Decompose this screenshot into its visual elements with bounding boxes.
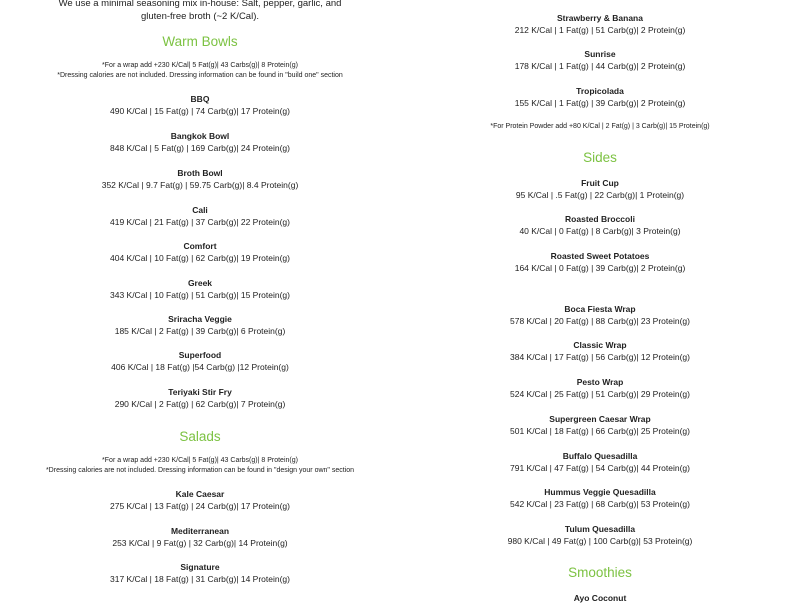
intro-text: We use a minimal seasoning mix in-house: Salt, pepper, garlic, and gluten-free broth (~2 K/Cal).	[58, 0, 342, 22]
menu-item-broth-bowl	[0, 167, 400, 191]
item-nutrition: 317 K/Cal | 18 Fat(g) | 31 Carb(g)| 14 Protein(g)	[109, 574, 290, 584]
menu-item-roasted-broccoli	[400, 213, 800, 237]
item-nutrition: 178 K/Cal | 1 Fat(g) | 44 Carb(g)| 2 Protein(g)	[514, 61, 686, 71]
salads-dressing-note: *Dressing calories are not included. Dressing information can be found in "design your own" section	[45, 467, 355, 474]
menu-item-sriracha-veggie	[0, 313, 400, 337]
item-name: Boca Fiesta Wrap	[564, 304, 636, 314]
menu-item-buffalo-quesadilla	[400, 450, 800, 474]
item-nutrition: 791 K/Cal | 47 Fat(g) | 54 Carb(g)| 44 Protein(g)	[509, 463, 690, 473]
item-nutrition: 275 K/Cal | 13 Fat(g) | 24 Carb(g)| 17 Protein(g)	[109, 501, 290, 511]
item-nutrition: 406 K/Cal | 18 Fat(g) |54 Carb(g) |12 Protein(g)	[111, 362, 289, 372]
item-nutrition: 164 K/Cal | 0 Fat(g) | 39 Carb(g)| 2 Protein(g)	[514, 263, 686, 273]
item-nutrition: 352 K/Cal | 9.7 Fat(g) | 59.75 Carb(g)| 8.4 Protein(g)	[101, 180, 299, 190]
menu-item-comfort	[0, 240, 400, 264]
menu-item-cali	[0, 204, 400, 228]
menu-item-boca-fiesta-wrap	[400, 303, 800, 327]
item-name: Signature	[180, 562, 220, 572]
menu-item-greek	[0, 277, 400, 301]
item-nutrition: 490 K/Cal | 15 Fat(g) | 74 Carb(g)| 17 Protein(g)	[109, 106, 290, 116]
menu-item-pesto-wrap	[400, 376, 800, 400]
warm-bowls-title: Warm Bowls	[162, 34, 238, 49]
menu-item-classic-wrap	[400, 339, 800, 363]
salads-title: Salads	[179, 429, 221, 444]
item-nutrition: 40 K/Cal | 0 Fat(g) | 8 Carb(g)| 3 Protein(g)	[519, 226, 681, 236]
item-nutrition: 980 K/Cal | 49 Fat(g) | 100 Carb(g)| 53 Protein(g)	[507, 536, 693, 546]
item-nutrition: 290 K/Cal | 2 Fat(g) | 62 Carb(g)| 7 Protein(g)	[114, 399, 286, 409]
smoothies-title: Smoothies	[568, 565, 632, 580]
menu-item-tulum-quesadilla	[400, 523, 800, 547]
salads-wrap-note: *For a wrap add +230 K/Cal| 5 Fat(g)| 43 Carbs(g)| 8 Protein(g)	[102, 457, 298, 464]
protein-powder-note: *For Protein Powder add +80 K/Cal | 2 Fat(g) | 3 Carb(g)| 15 Protein(g)	[490, 123, 710, 130]
item-name: Roasted Sweet Potatoes	[550, 251, 650, 261]
menu-item-roasted-sweet-potatoes	[400, 250, 800, 274]
item-nutrition: 542 K/Cal | 23 Fat(g) | 68 Carb(g)| 53 Protein(g)	[509, 499, 690, 509]
menu-item-ayo-coconut: Ayo Coconut	[573, 593, 627, 603]
menu-item-strawberry-banana	[400, 12, 800, 36]
menu-item-signature	[0, 561, 400, 585]
item-name: Roasted Broccoli	[565, 214, 635, 224]
item-nutrition: 404 K/Cal | 10 Fat(g) | 62 Carb(g)| 19 Protein(g)	[109, 253, 290, 263]
menu-item-hummus-veggie-quesadilla	[400, 486, 800, 510]
item-name: Tropicolada	[576, 86, 624, 96]
item-name: Tulum Quesadilla	[564, 524, 636, 534]
menu-item-fruit-cup	[400, 177, 800, 201]
item-nutrition: 212 K/Cal | 1 Fat(g) | 51 Carb(g)| 2 Protein(g)	[514, 25, 686, 35]
menu-item-superfood	[0, 349, 400, 373]
item-name: Strawberry & Banana	[557, 13, 643, 23]
item-name: Pesto Wrap	[576, 377, 624, 387]
item-nutrition: 384 K/Cal | 17 Fat(g) | 56 Carb(g)| 12 Protein(g)	[509, 352, 690, 362]
item-nutrition: 578 K/Cal | 20 Fat(g) | 88 Carb(g)| 23 Protein(g)	[509, 316, 690, 326]
item-name: Superfood	[178, 350, 222, 360]
warm-bowls-wrap-note: *For a wrap add +230 K/Cal| 5 Fat(g)| 43 Carbs(g)| 8 Protein(g)	[102, 62, 298, 69]
item-name: Supergreen Caesar Wrap	[549, 414, 651, 424]
item-nutrition: 95 K/Cal | .5 Fat(g) | 22 Carb(g)| 1 Protein(g)	[515, 190, 685, 200]
item-name: Classic Wrap	[573, 340, 627, 350]
item-name: Teriyaki Stir Fry	[168, 387, 232, 397]
menu-item-kale-caesar	[0, 488, 400, 512]
warm-bowls-dressing-note: *Dressing calories are not included. Dressing information can be found in "build one" section	[57, 72, 343, 79]
item-name: Greek	[187, 278, 213, 288]
item-name: Bangkok Bowl	[170, 131, 230, 141]
sides-title: Sides	[583, 150, 617, 165]
item-nutrition: 524 K/Cal | 25 Fat(g) | 51 Carb(g)| 29 Protein(g)	[509, 389, 690, 399]
item-name: Comfort	[183, 241, 217, 251]
menu-item-bbq	[0, 93, 400, 117]
item-name: Buffalo Quesadilla	[562, 451, 638, 461]
item-nutrition: 155 K/Cal | 1 Fat(g) | 39 Carb(g)| 2 Protein(g)	[514, 98, 686, 108]
menu-item-supergreen-caesar-wrap	[400, 413, 800, 437]
item-name: Hummus Veggie Quesadilla	[544, 487, 656, 497]
item-name: Sunrise	[584, 49, 616, 59]
item-name: Mediterranean	[170, 526, 230, 536]
item-name: Kale Caesar	[175, 489, 225, 499]
item-nutrition: 501 K/Cal | 18 Fat(g) | 66 Carb(g)| 25 Protein(g)	[509, 426, 690, 436]
item-name: Broth Bowl	[177, 168, 223, 178]
item-nutrition: 253 K/Cal | 9 Fat(g) | 32 Carb(g)| 14 Protein(g)	[112, 538, 288, 548]
item-name: Sriracha Veggie	[168, 314, 232, 324]
menu-item-sunrise	[400, 48, 800, 72]
menu-item-bangkok-bowl	[0, 130, 400, 154]
menu-item-mediterranean	[0, 525, 400, 549]
item-name: Fruit Cup	[581, 178, 619, 188]
menu-item-teriyaki-stir-fry	[0, 386, 400, 410]
item-name: Cali	[192, 205, 208, 215]
menu-item-tropicolada	[400, 85, 800, 109]
item-nutrition: 419 K/Cal | 21 Fat(g) | 37 Carb(g)| 22 Protein(g)	[109, 217, 290, 227]
item-nutrition: 848 K/Cal | 5 Fat(g) | 169 Carb(g)| 24 Protein(g)	[109, 143, 290, 153]
item-name: BBQ	[190, 94, 210, 104]
item-nutrition: 343 K/Cal | 10 Fat(g) | 51 Carb(g)| 15 Protein(g)	[109, 290, 290, 300]
item-nutrition: 185 K/Cal | 2 Fat(g) | 39 Carb(g)| 6 Protein(g)	[114, 326, 286, 336]
